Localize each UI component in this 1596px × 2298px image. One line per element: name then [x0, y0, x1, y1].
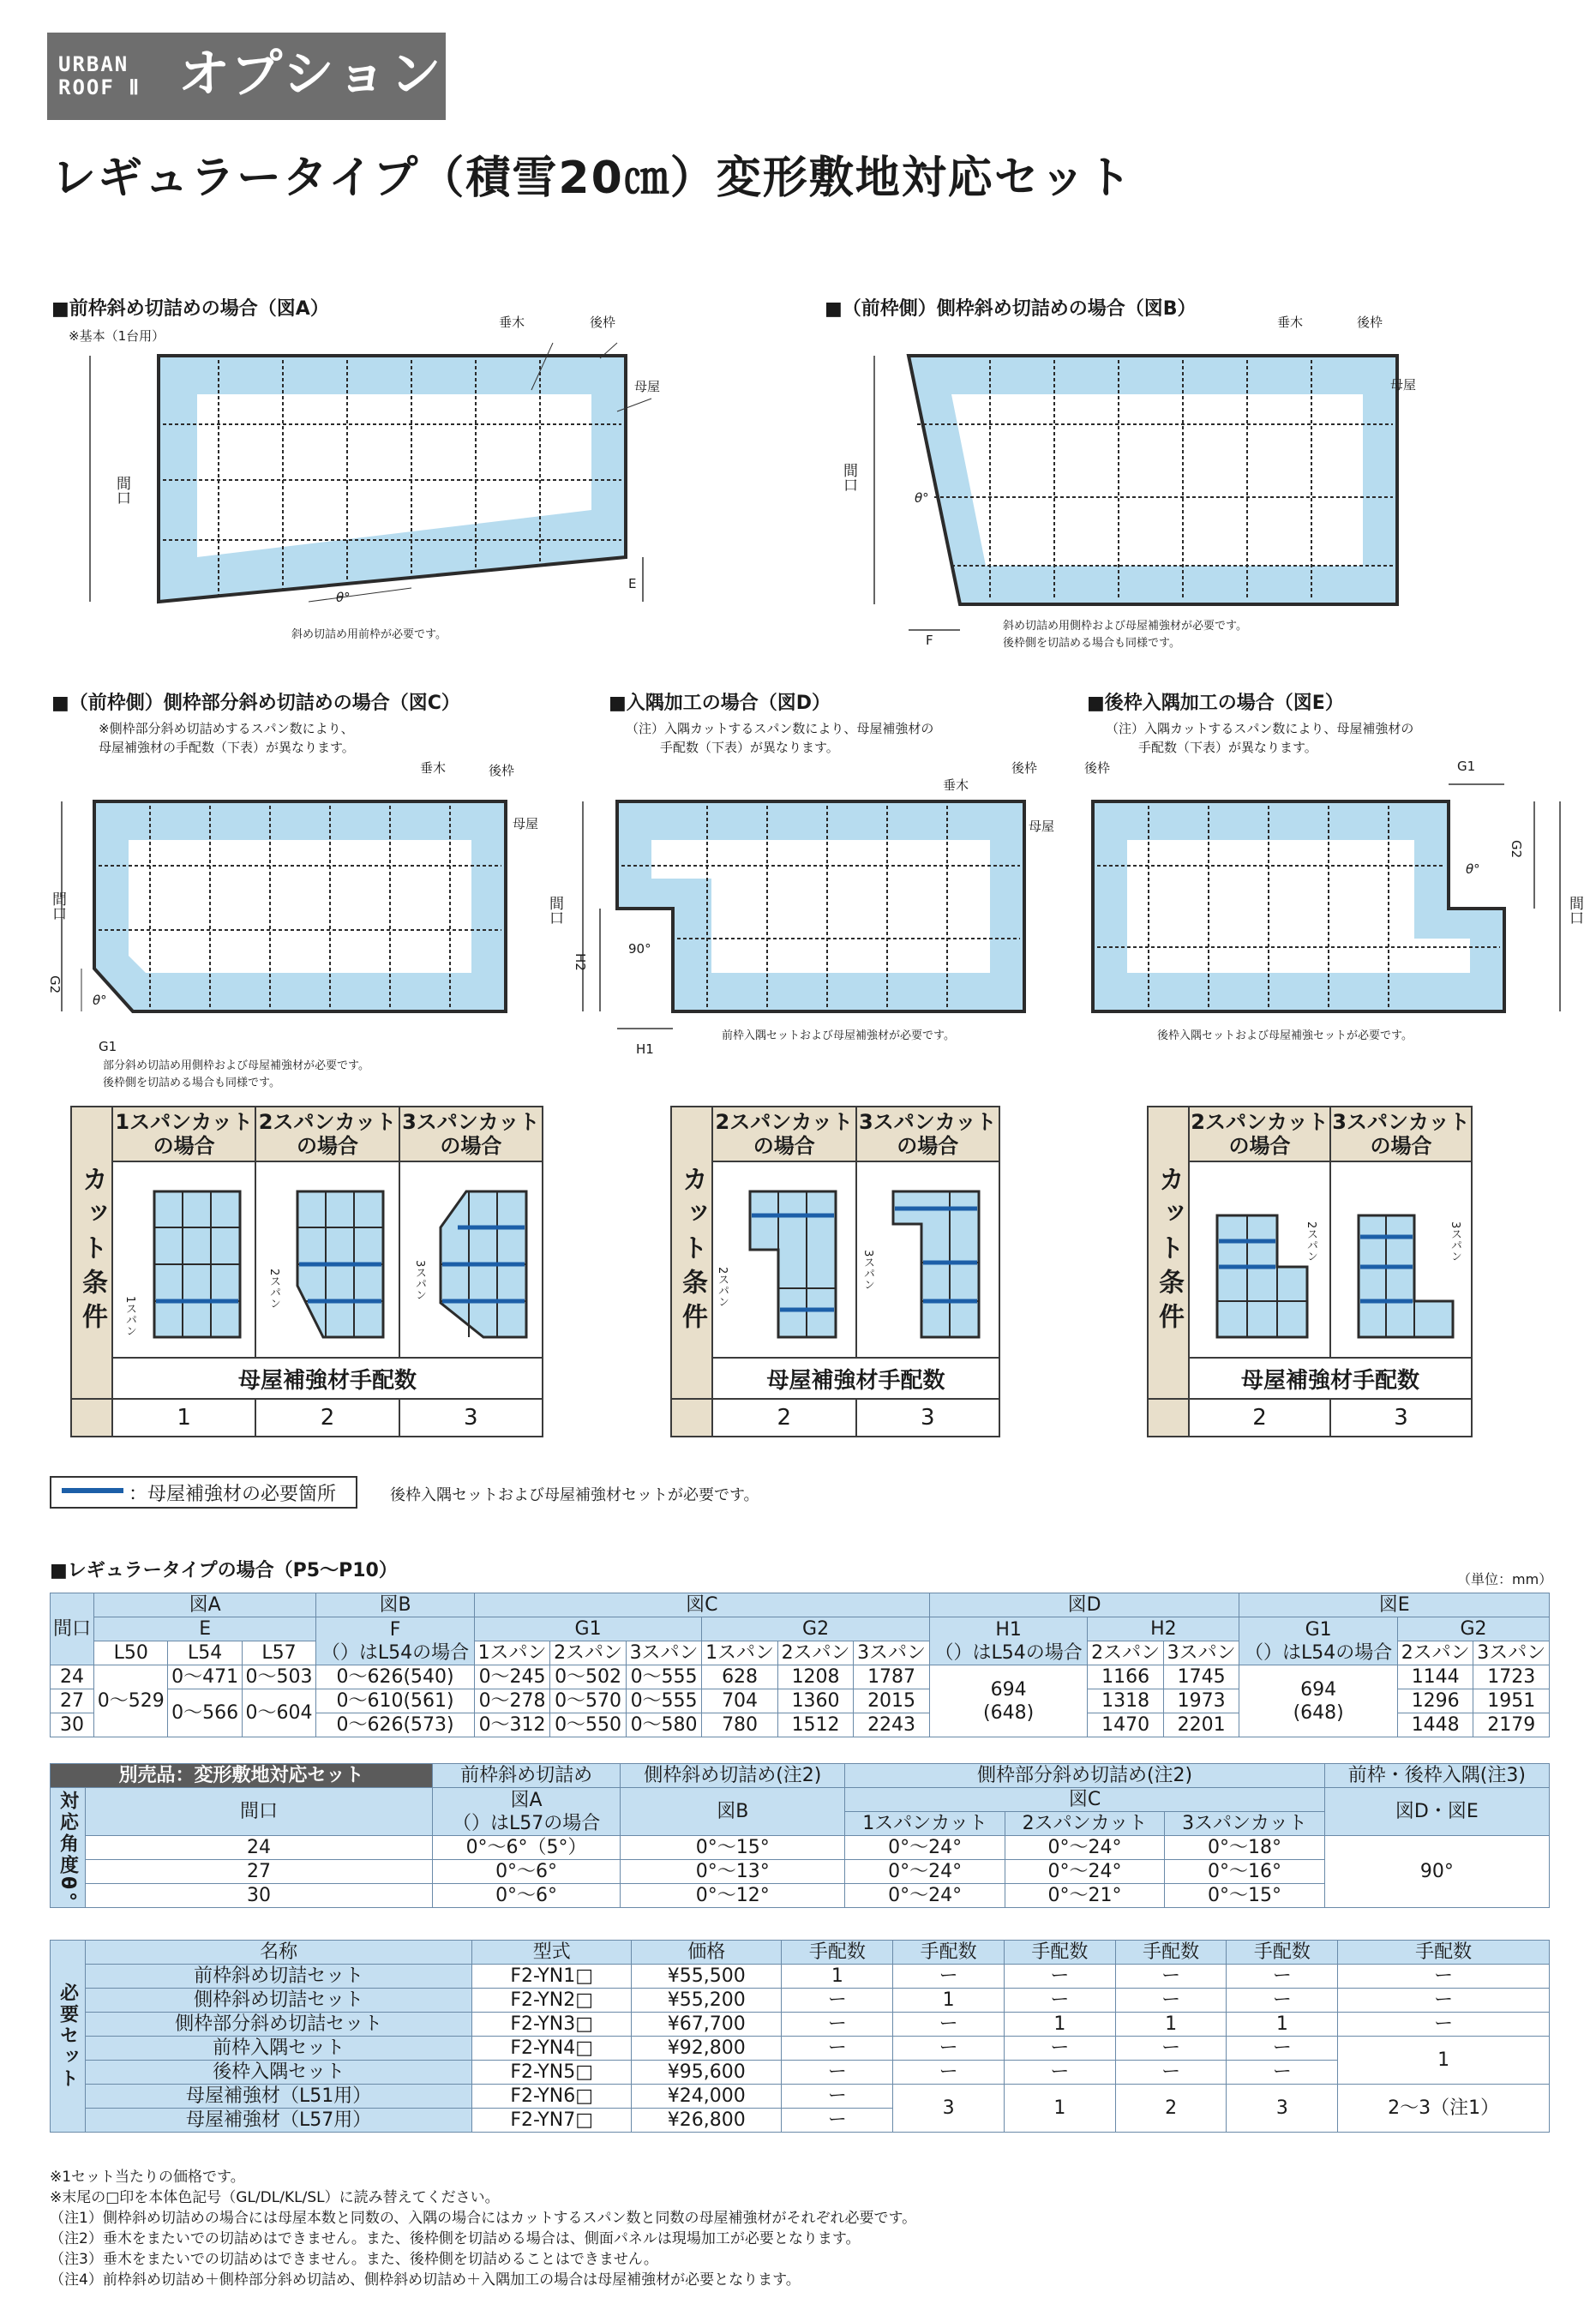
t3-r4-name: 後枠入隅セット — [86, 2061, 472, 2085]
t3-r6-price: ¥26,800 — [632, 2109, 782, 2133]
t1-r1-h2-0: 1318 — [1088, 1689, 1164, 1713]
table1-unit: （単位：mm） — [1457, 1571, 1553, 1587]
table-row — [51, 1860, 1550, 1884]
t1-r0-g1-2: 0〜555 — [626, 1665, 702, 1689]
fig-a-diagram — [51, 309, 686, 651]
fig-d-caption: 前枠入隅セットおよび母屋補強材が必要です。 — [722, 1029, 955, 1042]
t1-eg1-cell — [1239, 1665, 1398, 1737]
t1-g1-sp1: 1スパン — [474, 1641, 550, 1665]
fig-c-g2: G2 — [47, 975, 63, 994]
t3-h0: 名称 — [86, 1941, 472, 1965]
cut-c-h1: 1スパンカットの場合 — [112, 1107, 255, 1161]
t3-r5-type: F2-YN6□ — [472, 2085, 632, 2109]
fig-c-taruki: 垂木 — [420, 760, 447, 776]
t1-maguchi: 間口 — [51, 1593, 94, 1665]
fig-d-note1: （注）入隅カットするスパン数により、母屋補強材の — [626, 721, 934, 736]
footnote: （注3）垂木をまたいでの切詰めはできません。また、後枠側を切詰めることはできません。 — [50, 2251, 658, 2268]
t2-zuA: 図A — [510, 1789, 543, 1811]
t2-sp3: 3スパンカット — [1165, 1812, 1324, 1836]
fig-d-title: ■入隅加工の場合（図D） — [609, 693, 831, 714]
t1-h1: 694 — [990, 1678, 1027, 1701]
t1-l50: 0〜529 — [94, 1665, 168, 1737]
footnotes — [50, 2167, 916, 2290]
t1-r1-g2-0: 704 — [702, 1689, 778, 1713]
fig-e-maguchi: 間口 — [1566, 896, 1583, 925]
t3-r2-type: F2-YN3□ — [472, 2013, 632, 2037]
fig-b-diagram — [823, 309, 1474, 669]
fig-d-ushiro: 後枠 — [1011, 760, 1038, 776]
table-row — [51, 1965, 1550, 1989]
t3-r6-q0: ー — [782, 2109, 893, 2133]
t1-eg1p: (648) — [1293, 1701, 1344, 1724]
t1-r0-g1-1: 0〜502 — [550, 1665, 627, 1689]
t3-r4-q3: ー — [1115, 2061, 1227, 2085]
t2-r1-3: 0°〜24° — [845, 1860, 1005, 1884]
t1-zuE: 図E — [1239, 1593, 1550, 1617]
t1-r2-h2-0: 1470 — [1088, 1713, 1164, 1737]
fig-a-maguchi: 間口 — [113, 476, 130, 505]
t3-rq6: 2〜3（注1） — [1338, 2085, 1550, 2133]
t2-r1-2: 0°〜13° — [621, 1860, 845, 1884]
fig-d-moya: 母屋 — [1029, 819, 1055, 834]
t1-r2-g1-0: 0〜312 — [474, 1713, 550, 1737]
t3-r3-price: ¥92,800 — [632, 2037, 782, 2061]
cut-e-label: 母屋補強材手配数 — [1189, 1358, 1472, 1399]
fig-e-theta: θ° — [1466, 861, 1480, 877]
cut-e-span1: 2スパン — [1305, 1221, 1317, 1263]
t1-r0-g2-0: 628 — [702, 1665, 778, 1689]
t1-r0-f: 0〜626(540) — [316, 1665, 475, 1689]
cut-d-pic-1 — [712, 1161, 856, 1358]
t2-r1-4: 0°〜24° — [1005, 1860, 1164, 1884]
t2-zuC: 図C — [845, 1788, 1324, 1812]
t2-sp1: 1スパンカット — [845, 1812, 1005, 1836]
cut-d-h2: 3スパンカットの場合 — [856, 1107, 1000, 1161]
t3-r0-q0: 1 — [782, 1965, 893, 1989]
t2-r2-0: 30 — [86, 1884, 433, 1908]
t2-r1-5: 0°〜16° — [1165, 1860, 1324, 1884]
t3-r3-q0: ー — [782, 2037, 893, 2061]
t2-r0-5: 0°〜18° — [1165, 1836, 1324, 1860]
fig-c-theta: θ° — [93, 993, 107, 1008]
fig-c-g1: G1 — [99, 1039, 117, 1054]
footnote: （注2）垂木をまたいでの切詰めはできません。また、後枠側を切詰める場合は、側面パネルは現場加工が必要となります。 — [50, 2230, 861, 2247]
t3-r2-price: ¥67,700 — [632, 2013, 782, 2037]
t3-r4-q2: ー — [1004, 2061, 1115, 2085]
cut-c-n1: 1 — [112, 1399, 255, 1437]
t1-r2-m: 30 — [51, 1713, 94, 1737]
t3-r1-name: 側枠斜め切詰セット — [86, 1989, 472, 2013]
t3-r0-q3: ー — [1115, 1965, 1227, 1989]
t3-r3-q2: ー — [1004, 2037, 1115, 2061]
t1-r1-h2-1: 1973 — [1163, 1689, 1239, 1713]
fig-a-title: ■前枠斜め切詰めの場合（図A） — [51, 298, 329, 320]
fig-d-taruki: 垂木 — [943, 777, 969, 793]
fig-e-title: ■後枠入隅加工の場合（図E） — [1087, 693, 1344, 714]
table-row — [51, 1989, 1550, 2013]
t1-r1-f: 0〜610(561) — [316, 1689, 475, 1713]
t1-r2-g2-1: 1512 — [777, 1713, 854, 1737]
t1-l54-27: 0〜566 — [168, 1689, 242, 1737]
cut-d-pic-2 — [856, 1161, 1000, 1358]
cut-d-n1: 2 — [712, 1399, 856, 1437]
t3-r2-q4: 1 — [1227, 2013, 1338, 2037]
t3-r2-q0: ー — [782, 2013, 893, 2037]
fig-c-diagram — [51, 754, 566, 1037]
table-row — [51, 2061, 1550, 2085]
cut-c-pic-2 — [255, 1161, 399, 1358]
t1-eg1: 694 — [1300, 1678, 1337, 1701]
footnote: （注4）前枠斜め切詰め＋側枠部分斜め切詰め、側枠斜め切詰め＋入隅加工の場合は母屋補強材が必要となります。 — [50, 2271, 801, 2289]
cut-d-n2: 3 — [856, 1399, 1000, 1437]
t1-r1-g1-1: 0〜570 — [550, 1689, 627, 1713]
t3-r3-type: F2-YN4□ — [472, 2037, 632, 2061]
legend-note: 後枠入隅セットおよび母屋補強材セットが必要です。 — [390, 1486, 759, 1504]
cut-e-h1: 2スパンカットの場合 — [1189, 1107, 1330, 1161]
cut-d-span1: 2スパン — [716, 1267, 729, 1308]
cut-c-h2: 2スパンカットの場合 — [255, 1107, 399, 1161]
fig-e-ushiro: 後枠 — [1084, 760, 1111, 776]
fig-b-moya: 母屋 — [1390, 377, 1417, 393]
t2-r1-0: 27 — [86, 1860, 433, 1884]
t2-c3: 側枠部分斜め切詰め(注2) — [845, 1764, 1324, 1788]
t1-G2: G2 — [702, 1617, 930, 1641]
t3-r0-q2: ー — [1004, 1965, 1115, 1989]
t1-zuA: 図A — [94, 1593, 316, 1617]
t3-r1-q2: ー — [1004, 1989, 1115, 2013]
fig-d-diagram — [549, 754, 1080, 1037]
table-row — [51, 2013, 1550, 2037]
t1-r0-l54: 0〜471 — [168, 1665, 242, 1689]
fig-c-moya: 母屋 — [513, 816, 539, 831]
t3-r1-q1: 1 — [893, 1989, 1005, 2013]
t1-r1-g2-2: 2015 — [854, 1689, 930, 1713]
cut-table-e — [1147, 1106, 1473, 1437]
fig-d-h2: H2 — [573, 953, 588, 971]
table-row — [51, 1884, 1550, 1908]
fig-c-title: ■（前枠側）側枠部分斜め切詰めの場合（図C） — [51, 693, 460, 714]
t1-r0-h2-1: 1745 — [1163, 1665, 1239, 1689]
cut-c-span3: 3スパン — [413, 1260, 426, 1301]
t1-Fnote: （）はL54の場合 — [321, 1641, 470, 1664]
t1-g1-sp3: 3スパン — [626, 1641, 702, 1665]
fig-d-note2: 手配数（下表）が異なります。 — [660, 740, 839, 755]
fig-b-f: F — [926, 633, 933, 648]
cut-c-h3: 3スパンカットの場合 — [399, 1107, 543, 1161]
t3-r1-q3: ー — [1115, 1989, 1227, 2013]
cut-d-label: 母屋補強材手配数 — [712, 1358, 999, 1399]
t1-eg2-sp2: 2スパン — [1397, 1641, 1473, 1665]
t3-r4-q1: ー — [893, 2061, 1005, 2085]
legend-label: ：母屋補強材の必要箇所 — [129, 1484, 337, 1505]
t1-r0-g2-1: 1208 — [777, 1665, 854, 1689]
t2-r0-4: 0°〜24° — [1005, 1836, 1164, 1860]
t3-r0-q4: ー — [1227, 1965, 1338, 1989]
t3-r1-q5: ー — [1338, 1989, 1550, 2013]
cut-c-span2: 2スパン — [267, 1269, 280, 1310]
t1-r1-m: 27 — [51, 1689, 94, 1713]
t3-r2-q3: 1 — [1115, 2013, 1227, 2037]
t2-r2-5: 0°〜15° — [1165, 1884, 1324, 1908]
t1-F-cell — [316, 1617, 475, 1665]
fig-b-maguchi: 間口 — [840, 463, 857, 492]
t3-r3-q4: ー — [1227, 2037, 1338, 2061]
t1-EG1: G1 — [1305, 1618, 1332, 1641]
t1-zuC: 図C — [474, 1593, 929, 1617]
fig-b-caption2: 後枠側を切詰める場合も同様です。 — [1003, 637, 1180, 650]
t3-h4: 手配数 — [893, 1941, 1005, 1965]
t3-r4-q4: ー — [1227, 2061, 1338, 2085]
t1-r2-g1-1: 0〜550 — [550, 1713, 627, 1737]
cut-table-c — [70, 1106, 543, 1437]
t3-r2-q2: 1 — [1004, 2013, 1115, 2037]
t2-zuDE: 図D・図E — [1324, 1788, 1549, 1836]
table-row — [51, 1665, 1550, 1689]
t2-r0-0: 24 — [86, 1836, 433, 1860]
t3-r1-q0: ー — [782, 1989, 893, 2013]
t1-r2-h2-1: 2201 — [1163, 1713, 1239, 1737]
t2-r0-1: 0°〜6°（5°） — [433, 1836, 621, 1860]
fig-b-theta: θ° — [915, 490, 929, 506]
t1-g2-sp2: 2スパン — [777, 1641, 854, 1665]
t1-r0-eg2-1: 1723 — [1473, 1665, 1550, 1689]
t2-c4: 前枠・後枠入隅(注3) — [1324, 1764, 1549, 1788]
t1-zuB: 図B — [316, 1593, 475, 1617]
t1-g1-sp2: 2スパン — [550, 1641, 627, 1665]
t1-g2-sp3: 3スパン — [854, 1641, 930, 1665]
t2-r2-2: 0°〜12° — [621, 1884, 845, 1908]
t1-r2-g2-0: 780 — [702, 1713, 778, 1737]
cut-e-span2: 3スパン — [1449, 1221, 1461, 1263]
t3-r2-q1: ー — [893, 2013, 1005, 2037]
footnote: ※1セット当たりの価格です。 — [50, 2169, 245, 2186]
t3-r4-price: ¥95,600 — [632, 2061, 782, 2085]
t2-vert: 対応角度θ° — [51, 1788, 86, 1908]
t3-r5-name: 母屋補強材（L51用） — [86, 2085, 472, 2109]
fig-e-caption: 後枠入隅セットおよび母屋補強セットが必要です。 — [1157, 1029, 1413, 1042]
table-row — [51, 1836, 1550, 1860]
cut-c-n3: 3 — [399, 1399, 543, 1437]
cut-d-span2: 3スパン — [861, 1250, 874, 1291]
t3-rq4: 2 — [1115, 2085, 1227, 2133]
t3-r0-q1: ー — [893, 1965, 1005, 1989]
t3-h8: 手配数 — [1338, 1941, 1550, 1965]
cut-d-h1: 2スパンカットの場合 — [712, 1107, 856, 1161]
t1-r1-eg2-1: 1951 — [1473, 1689, 1550, 1713]
t3-rq3: 1 — [1004, 2085, 1115, 2133]
t1-r0-h2-0: 1166 — [1088, 1665, 1164, 1689]
t1-r2-eg2-1: 2179 — [1473, 1713, 1550, 1737]
t1-EG2: G2 — [1397, 1617, 1549, 1641]
fig-b-title: ■（前枠側）側枠斜め切詰めの場合（図B） — [825, 298, 1197, 320]
t3-h1: 型式 — [472, 1941, 632, 1965]
fig-a-note: ※基本（1台用） — [69, 328, 165, 344]
t3-r3-q1: ー — [893, 2037, 1005, 2061]
t1-H1-cell — [929, 1617, 1088, 1665]
fig-c-caption1: 部分斜め切詰め用側枠および母屋補強材が必要です。 — [103, 1059, 369, 1072]
fig-a-theta: θ° — [336, 590, 351, 605]
t1-H2: H2 — [1088, 1617, 1239, 1641]
t3-r0-q5: ー — [1338, 1965, 1550, 1989]
table1 — [50, 1593, 1550, 1737]
fig-a-ushiro: 後枠 — [590, 315, 616, 330]
t1-r1-g1-2: 0〜555 — [626, 1689, 702, 1713]
t2-r1-1: 0°〜6° — [433, 1860, 621, 1884]
fig-e-diagram — [1080, 754, 1577, 1037]
t1-EG1-cell — [1239, 1617, 1398, 1665]
table1-title: ■レギュラータイプの場合（P5〜P10） — [50, 1560, 398, 1581]
t3-r0-type: F2-YN1□ — [472, 1965, 632, 1989]
t1-g2-sp1: 1スパン — [702, 1641, 778, 1665]
table2 — [50, 1763, 1550, 1908]
t1-L54: L54 — [168, 1641, 242, 1665]
t1-r1-g1-0: 0〜278 — [474, 1689, 550, 1713]
cut-e-n1: 2 — [1189, 1399, 1330, 1437]
fig-c-ushiro: 後枠 — [489, 763, 515, 778]
t2-r0-2: 0°〜15° — [621, 1836, 845, 1860]
t3-r6-name: 母屋補強材（L57用） — [86, 2109, 472, 2133]
t1-eg2-sp3: 3スパン — [1473, 1641, 1550, 1665]
t2-maguchi: 間口 — [86, 1788, 433, 1836]
fig-d-deg: 90° — [628, 941, 651, 957]
t1-L57: L57 — [242, 1641, 315, 1665]
t2-c2: 側枠斜め切詰め(注2) — [621, 1764, 845, 1788]
t2-zuB: 図B — [621, 1788, 845, 1836]
fig-c-note2: 母屋補強材の手配数（下表）が異なります。 — [99, 740, 355, 755]
t1-h2-sp2: 2スパン — [1088, 1641, 1164, 1665]
t2-zuA-cell — [433, 1788, 621, 1836]
t1-l57-27: 0〜604 — [242, 1689, 315, 1737]
t3-r2-name: 側枠部分斜め切詰セット — [86, 2013, 472, 2037]
t3-h2: 価格 — [632, 1941, 782, 1965]
legend-swatch — [62, 1488, 123, 1493]
t3-r0-name: 前枠斜め切詰セット — [86, 1965, 472, 1989]
t3-q-de: 1 — [1338, 2037, 1550, 2085]
t1-H1note: （）はL54の場合 — [934, 1641, 1083, 1664]
table3 — [50, 1940, 1550, 2133]
fig-b-caption1: 斜め切詰め用側枠および母屋補強材が必要です。 — [1003, 620, 1247, 633]
header-title: オプション — [178, 45, 444, 105]
t1-r2-f: 0〜626(573) — [316, 1713, 475, 1737]
cut-d-cond: カット条件 — [677, 1165, 707, 1337]
fig-a-caption: 斜め切詰め用前枠が必要です。 — [291, 628, 447, 641]
t1-G1: G1 — [474, 1617, 702, 1641]
fig-a-e: E — [628, 576, 637, 591]
fig-c-maguchi: 間口 — [49, 891, 66, 921]
fig-e-g1: G1 — [1457, 759, 1476, 774]
fig-e-g2: G2 — [1509, 840, 1524, 859]
t3-r3-q3: ー — [1115, 2037, 1227, 2061]
t2-c1: 前枠斜め切詰め — [433, 1764, 621, 1788]
t2-head: 別売品：変形敷地対応セット — [51, 1764, 433, 1788]
t3-h5: 手配数 — [1004, 1941, 1115, 1965]
t1-r1-eg2-0: 1296 — [1397, 1689, 1473, 1713]
fig-c-note1: ※側枠部分斜め切詰めするスパン数により、 — [99, 721, 354, 736]
cut-c-n2: 2 — [255, 1399, 399, 1437]
t1-r2-g2-2: 2243 — [854, 1713, 930, 1737]
t1-E: E — [94, 1617, 316, 1641]
t2-r2-4: 0°〜21° — [1005, 1884, 1164, 1908]
t1-r2-eg2-0: 1448 — [1397, 1713, 1473, 1737]
fig-c-caption2: 後枠側を切詰める場合も同様です。 — [103, 1077, 280, 1089]
cut-e-cond: カット条件 — [1154, 1165, 1184, 1337]
t1-r1-g2-1: 1360 — [777, 1689, 854, 1713]
fig-d-h1: H1 — [636, 1041, 654, 1057]
fig-e-note2: 手配数（下表）が異なります。 — [1138, 740, 1317, 755]
cut-c-label: 母屋補強材手配数 — [112, 1358, 543, 1399]
t3-h6: 手配数 — [1115, 1941, 1227, 1965]
t1-EG1note: （）はL54の場合 — [1245, 1641, 1393, 1664]
fig-b-taruki: 垂木 — [1277, 315, 1304, 330]
table-row — [51, 2037, 1550, 2061]
t3-r5-price: ¥24,000 — [632, 2085, 782, 2109]
t3-r6-type: F2-YN7□ — [472, 2109, 632, 2133]
fig-a-moya: 母屋 — [634, 379, 661, 394]
t1-r0-g2-2: 1787 — [854, 1665, 930, 1689]
t1-r0-m: 24 — [51, 1665, 94, 1689]
cut-e-h2: 3スパンカットの場合 — [1330, 1107, 1472, 1161]
t3-r0-price: ¥55,500 — [632, 1965, 782, 1989]
cut-c-cond: カット条件 — [77, 1165, 107, 1337]
t1-zuD: 図D — [929, 1593, 1239, 1617]
t3-r1-q4: ー — [1227, 1989, 1338, 2013]
t2-zuAnote: （）はL57の場合 — [452, 1812, 601, 1834]
brand-logo: URBAN ROOF Ⅱ — [58, 52, 141, 99]
fig-a-taruki: 垂木 — [499, 315, 525, 330]
t1-r2-g1-2: 0〜580 — [626, 1713, 702, 1737]
t3-vert: 必要セット — [51, 1941, 86, 2133]
t1-r0-g1-0: 0〜245 — [474, 1665, 550, 1689]
page-title: レギュラータイプ（積雪20㎝）変形敷地対応セット — [51, 153, 1133, 204]
t3-rq2: 3 — [893, 2085, 1005, 2133]
t1-L50: L50 — [94, 1641, 168, 1665]
t1-h1-cell — [929, 1665, 1088, 1737]
t1-h2-sp3: 3スパン — [1163, 1641, 1239, 1665]
t2-r0-3: 0°〜24° — [845, 1836, 1005, 1860]
t3-rq5: 3 — [1227, 2085, 1338, 2133]
fig-e-note1: （注）入隅カットするスパン数により、母屋補強材の — [1106, 721, 1414, 736]
footnote: （注1）側枠斜め切詰めの場合には母屋本数と同数の、入隅の場合にはカットするスパン数と同数の母屋補強材がそれぞれ必要です。 — [50, 2210, 917, 2227]
fig-b-ushiro: 後枠 — [1357, 315, 1383, 330]
t3-h7: 手配数 — [1227, 1941, 1338, 1965]
t3-r2-q5: ー — [1338, 2013, 1550, 2037]
cut-c-span1: 1スパン — [123, 1296, 136, 1337]
t2-de: 90° — [1324, 1836, 1549, 1908]
t3-r4-q0: ー — [782, 2061, 893, 2085]
t2-r2-1: 0°〜6° — [433, 1884, 621, 1908]
t3-r1-type: F2-YN2□ — [472, 1989, 632, 2013]
t2-sp2: 2スパンカット — [1005, 1812, 1164, 1836]
t3-h3: 手配数 — [782, 1941, 893, 1965]
t1-r0-l57: 0〜503 — [242, 1665, 315, 1689]
table-row — [51, 2085, 1550, 2109]
t3-r3-name: 前枠入隅セット — [86, 2037, 472, 2061]
t1-F: F — [389, 1618, 401, 1641]
t1-h1p: (648) — [983, 1701, 1035, 1724]
t2-r2-3: 0°〜24° — [845, 1884, 1005, 1908]
t1-H1: H1 — [995, 1618, 1022, 1641]
t3-r5-q0: ー — [782, 2085, 893, 2109]
t1-r0-eg2-0: 1144 — [1397, 1665, 1473, 1689]
footnote: ※末尾の□印を本体色記号（GL/DL/KL/SL）に読み替えてください。 — [50, 2189, 500, 2206]
fig-d-maguchi: 間口 — [546, 896, 563, 925]
cut-e-n2: 3 — [1330, 1399, 1472, 1437]
t3-r1-price: ¥55,200 — [632, 1989, 782, 2013]
t3-r4-type: F2-YN5□ — [472, 2061, 632, 2085]
